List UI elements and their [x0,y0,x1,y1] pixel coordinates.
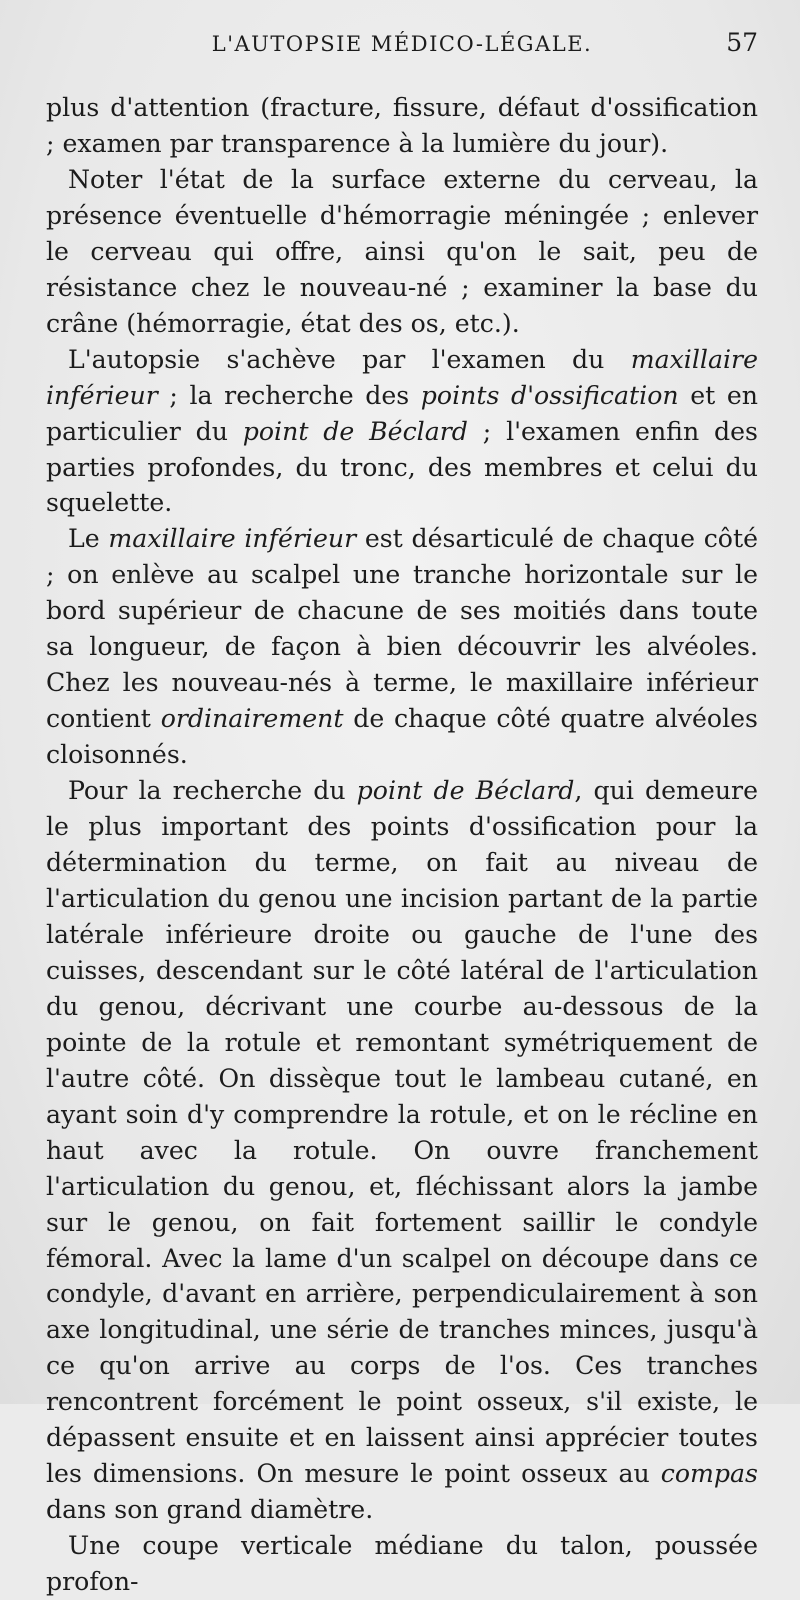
body-text [46,90,758,1600]
paragraph [46,342,758,522]
italic-term: point de Béclard [242,416,468,446]
text-run: Noter l'état de la surface externe du cerveau, la présence éventuelle d'hémorragie méningée ; enlever le cerveau qui offre, ainsi qu'on le sait, peu de résistance chez le nouveau-né ; examiner la base du crâne (hémorragie, état des os, etc.). [46,164,758,338]
paragraph [46,773,758,1528]
text-run: L'autopsie s'achève par l'examen du [68,344,631,374]
italic-term: point de Béclard [356,776,575,806]
text-run: plus d'attention (fracture, fissure, défaut d'ossification ; examen par transparence à la lumière du jour). [46,93,758,158]
italic-term: maxillaire inférieur [108,524,357,554]
italic-term: ordinairement [160,704,344,734]
text-run: , qui demeure le plus important des points d'ossification pour la détermination du terme, on fait au niveau de l'articulation du genou une incision partant de la partie latérale inférieure droite ou gauche de l'une des cuisses, descendant sur le côté latéral de l'articulation du genou, décrivant une courbe au-dessous de la pointe de la rotule et remontant symétriquement de l'autre côté. On dissèque tout le lambeau cutané, en ayant soin d'y comprendre la rotule, et on le récline en haut avec la rotule. On ouvre franchement l'articulation du genou, et, fléchissant alors la jambe sur le genou, on fait fortement saillir le condyle fémoral. Avec la lame d'un scalpel on découpe dans ce condyle, d'avant en arrière, perpendiculairement à son axe longitudinal, une série de tranches minces, jusqu'à ce qu'on arrive au corps de l'os. Ces tranches rencontrent forcément le point osseux, s'il existe, le dépassent ensuite et en laissent ainsi apprécier toutes les dimensions. On mesure le point osseux au [46,776,758,1489]
text-run: Une coupe verticale médiane du talon, poussée profon- [46,1531,758,1597]
text-run: de chaque côté quatre alvéoles cloisonnés. [46,704,758,770]
paragraph [46,1528,758,1600]
paragraph [46,90,758,162]
italic-term: compas [660,1459,758,1489]
text-run: dans son grand diamètre. [46,1495,374,1525]
text-run: ; l'examen enfin des parties profondes, du tronc, des membres et celui du squelette. [46,416,758,518]
paragraph [46,521,758,773]
paragraph [46,162,758,342]
text-run: et en particulier du [46,380,758,446]
text-run: Le [68,524,109,554]
text-run: ; la recherche des [157,380,421,410]
running-title: L'AUTOPSIE MÉDICO-LÉGALE. [211,32,593,56]
running-head [46,28,758,72]
text-run: est désarticulé de chaque côté ; on enlève au scalpel une tranche horizontale sur le bord supérieur de chacune de ses moitiés dans toute sa longueur, de façon à bien découvrir les alvéoles. Chez les nouveau-nés à terme, le maxillaire inférieur contient [46,524,758,734]
page-number: 57 [726,28,758,57]
italic-term: points d'ossification [420,380,679,410]
text-run: Pour la recherche du [68,776,357,806]
italic-term: maxillaire inférieur [46,344,758,410]
